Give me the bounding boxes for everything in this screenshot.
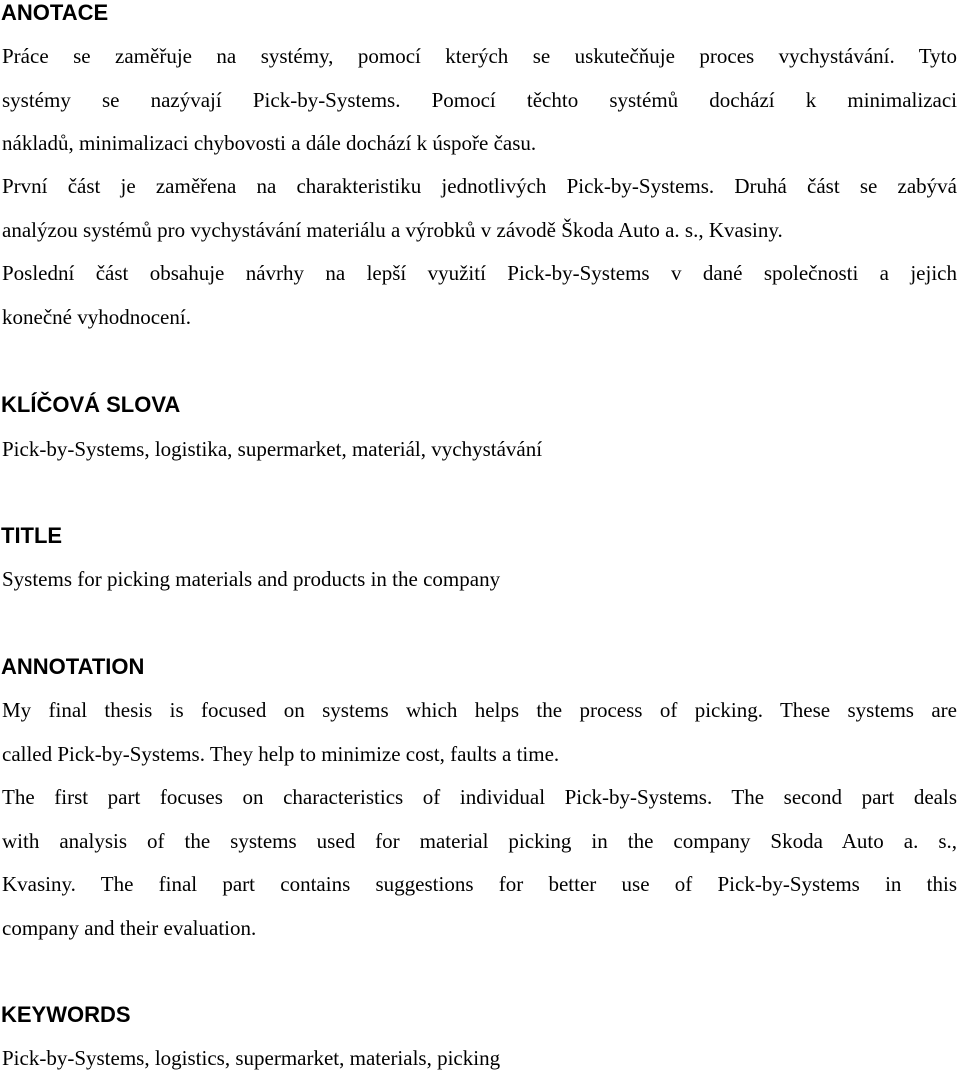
annotation-line-5: Kvasiny. The final part contains suggestions for better use of Pick-by-Systems in this <box>2 872 957 896</box>
annotace-line-5: analýzou systémů pro vychystávání materiálu a výrobků v závodě Škoda Auto a. s., Kvasiny. <box>2 218 783 242</box>
annotace-heading: ANOTACE <box>1 0 109 25</box>
annotace-line-3: nákladů, minimalizaci chybovosti a dále dochází k úspoře času. <box>2 131 537 155</box>
annotace-line-4: První část je zaměřena na charakteristiku jednotlivých Pick-by-Systems. Druhá část se zabývá <box>2 174 957 198</box>
annotation-line-3: The first part focuses on characteristics of individual Pick-by-Systems. The second part deals <box>2 785 957 809</box>
title-heading: TITLE <box>1 523 63 548</box>
title-text: Systems for picking materials and products in the company <box>2 567 501 591</box>
annotace-line-6: Poslední část obsahuje návrhy na lepší využití Pick-by-Systems v dané společnosti a jejich <box>2 261 957 285</box>
keywords-text: Pick-by-Systems, logistics, supermarket, materials, picking <box>2 1046 501 1070</box>
annotation-line-4: with analysis of the systems used for material picking in the company Skoda Auto a. s., <box>2 829 957 853</box>
annotation-line-6: company and their evaluation. <box>2 916 257 940</box>
annotation-line-2: called Pick-by-Systems. They help to minimize cost, faults a time. <box>2 742 560 766</box>
annotation-line-1: My final thesis is focused on systems which helps the process of picking. These systems are <box>2 698 957 722</box>
keywords-heading: KEYWORDS <box>1 1002 131 1027</box>
annotace-line-7: konečné vyhodnocení. <box>2 305 191 329</box>
klicova-slova-text: Pick-by-Systems, logistika, supermarket, materiál, vychystávání <box>2 437 543 461</box>
annotace-line-1: Práce se zaměřuje na systémy, pomocí kterých se uskutečňuje proces vychystávání. Tyto <box>2 44 957 68</box>
klicova-slova-heading: KLÍČOVÁ SLOVA <box>1 392 181 417</box>
annotation-heading: ANNOTATION <box>1 654 145 679</box>
annotace-line-2: systémy se nazývají Pick-by-Systems. Pomocí těchto systémů dochází k minimalizaci <box>2 88 957 112</box>
